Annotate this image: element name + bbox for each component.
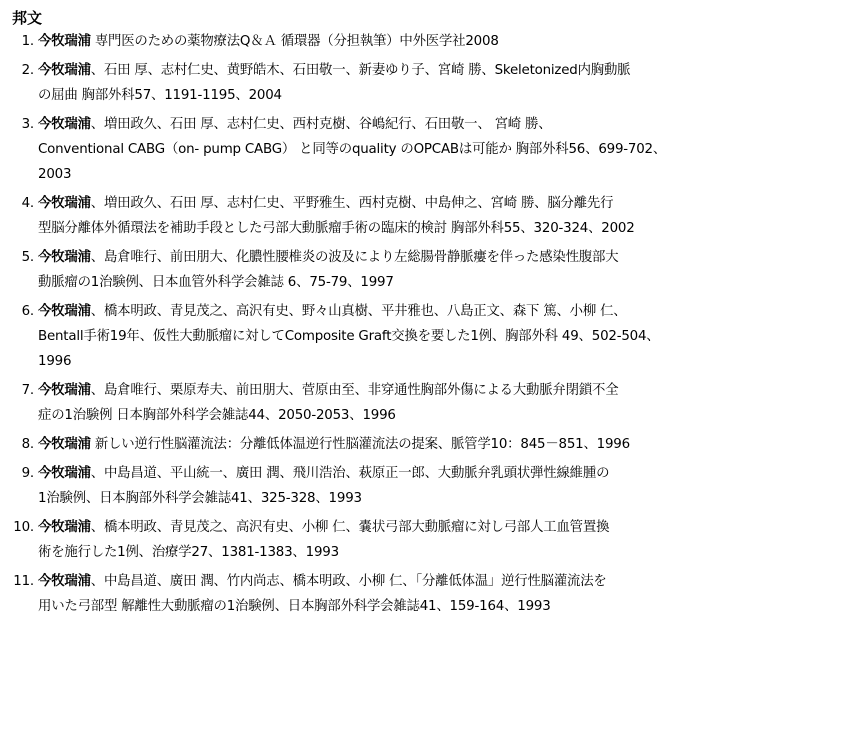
reference-number: 9. <box>21 466 34 481</box>
reference-author: 今牧瑞浦 <box>38 383 91 398</box>
reference-text: 、増田政久、石田 厚、志村仁史、西村克樹、谷嶋紀行、石田敬一、 宮崎 勝、 <box>90 117 552 132</box>
reference-text: 術を施行した1例、治療学27、1381-1383、1993 <box>38 545 339 560</box>
reference-text: Bentall手術19年、仮性大動脈瘤に対してComposite Graft交換を要した1例、胸部外科 49、502-504、 <box>38 329 660 344</box>
reference-author: 今牧瑞浦 <box>38 117 91 132</box>
reference-number: 8. <box>21 437 34 452</box>
reference-item <box>12 515 852 565</box>
reference-text: 1996 <box>38 354 72 369</box>
reference-line <box>38 29 852 54</box>
reference-line <box>38 245 852 270</box>
reference-text: 、中島昌道、平山統一、廣田 潤、飛川浩治、萩原正一郎、大動脈弁乳頭状弾性線維腫の <box>90 466 610 481</box>
reference-author: 今牧瑞浦 <box>38 250 91 265</box>
reference-text: 新しい逆行性脳灌流法：分離低体温逆行性脳灌流法の提案、脈管学10：845－851、1996 <box>90 437 630 452</box>
reference-text: 、中島昌道、廣田 潤、竹内尚志、橋本明政、小柳 仁、「分離低体温」逆行性脳灌流法を <box>90 574 607 589</box>
reference-line <box>38 461 852 486</box>
reference-number: 1. <box>21 34 34 49</box>
reference-text: 、橋本明政、青見茂之、高沢有史、小柳 仁、嚢状弓部大動脈瘤に対し弓部人工血管置換 <box>90 520 610 535</box>
reference-text: の屈曲 胸部外科57、1191-1195、2004 <box>38 88 282 103</box>
reference-text: 用いた弓部型 解離性大動脈瘤の1治験例、日本胸部外科学会雑誌41、159-164、1993 <box>38 599 551 614</box>
reference-item <box>12 378 852 428</box>
reference-author: 今牧瑞浦 <box>38 466 91 481</box>
reference-item <box>12 245 852 295</box>
reference-line <box>38 299 852 324</box>
reference-author: 今牧瑞浦 <box>38 304 91 319</box>
reference-number: 7. <box>21 383 34 398</box>
reference-author: 今牧瑞浦 <box>38 63 91 78</box>
reference-item <box>12 461 852 511</box>
reference-text: 1治験例、日本胸部外科学会雑誌41、325-328、1993 <box>38 491 362 506</box>
reference-number: 10. <box>13 520 34 535</box>
reference-line <box>38 83 852 108</box>
reference-item <box>12 299 852 374</box>
reference-line <box>38 112 852 137</box>
reference-text: Conventional CABG（on- pump CABG） と同等のquality のOPCABは可能か 胸部外科56、699-702、 <box>38 142 667 157</box>
reference-author: 今牧瑞浦 <box>38 437 91 452</box>
reference-line <box>38 594 852 619</box>
reference-author: 今牧瑞浦 <box>38 196 91 211</box>
reference-text: 、増田政久、石田 厚、志村仁史、平野雅生、西村克樹、中島伸之、宮崎 勝、脳分離先行 <box>90 196 614 211</box>
reference-line <box>38 191 852 216</box>
reference-line <box>38 58 852 83</box>
reference-line <box>38 216 852 241</box>
reference-item <box>12 432 852 457</box>
reference-list <box>12 29 852 619</box>
reference-line <box>38 378 852 403</box>
reference-line <box>38 569 852 594</box>
reference-text: 型脳分離体外循環法を補助手段とした弓部大動脈瘤手術の臨床的検討 胸部外科55、320-324、2002 <box>38 221 635 236</box>
reference-item <box>12 569 852 619</box>
reference-line <box>38 515 852 540</box>
reference-text: 専門医のための薬物療法Q＆Ａ 循環器（分担執筆）中外医学社2008 <box>90 34 499 49</box>
reference-line <box>38 432 852 457</box>
reference-line <box>38 324 852 349</box>
section-heading: 邦文 <box>12 9 43 27</box>
reference-line <box>38 486 852 511</box>
reference-text: 、石田 厚、志村仁史、黄野皓木、石田敬一、新妻ゆり子、宮崎 勝、Skeletonized内胸動脈 <box>90 63 631 78</box>
reference-item <box>12 58 852 108</box>
reference-author: 今牧瑞浦 <box>38 520 91 535</box>
reference-author: 今牧瑞浦 <box>38 34 91 49</box>
reference-number: 2. <box>21 63 34 78</box>
reference-line <box>38 349 852 374</box>
reference-text: 症の1治験例 日本胸部外科学会雑誌44、2050-2053、1996 <box>38 408 396 423</box>
reference-number: 11. <box>13 574 34 589</box>
reference-line <box>38 540 852 565</box>
reference-author: 今牧瑞浦 <box>38 574 91 589</box>
reference-text: 動脈瘤の1治験例、日本血管外科学会雑誌 6、75-79、1997 <box>38 275 394 290</box>
reference-item <box>12 29 852 54</box>
reference-number: 4. <box>21 196 34 211</box>
reference-text: 2003 <box>38 167 72 182</box>
reference-item <box>12 191 852 241</box>
reference-number: 6. <box>21 304 34 319</box>
reference-item <box>12 112 852 187</box>
reference-line <box>38 137 852 162</box>
reference-line <box>38 162 852 187</box>
reference-text: 、橋本明政、青見茂之、高沢有史、野々山真樹、平井雅也、八島正文、森下 篤、小柳 仁、 <box>90 304 627 319</box>
reference-line <box>38 270 852 295</box>
reference-line <box>38 403 852 428</box>
reference-number: 5. <box>21 250 34 265</box>
reference-text: 、島倉唯行、前田朋大、化膿性腰椎炎の波及により左総腸骨静脈瘻を伴った感染性腹部大 <box>90 250 619 265</box>
reference-text: 、島倉唯行、栗原寿夫、前田朋大、菅原由至、非穿通性胸部外傷による大動脈弁閉鎖不全 <box>90 383 619 398</box>
reference-number: 3. <box>21 117 34 132</box>
